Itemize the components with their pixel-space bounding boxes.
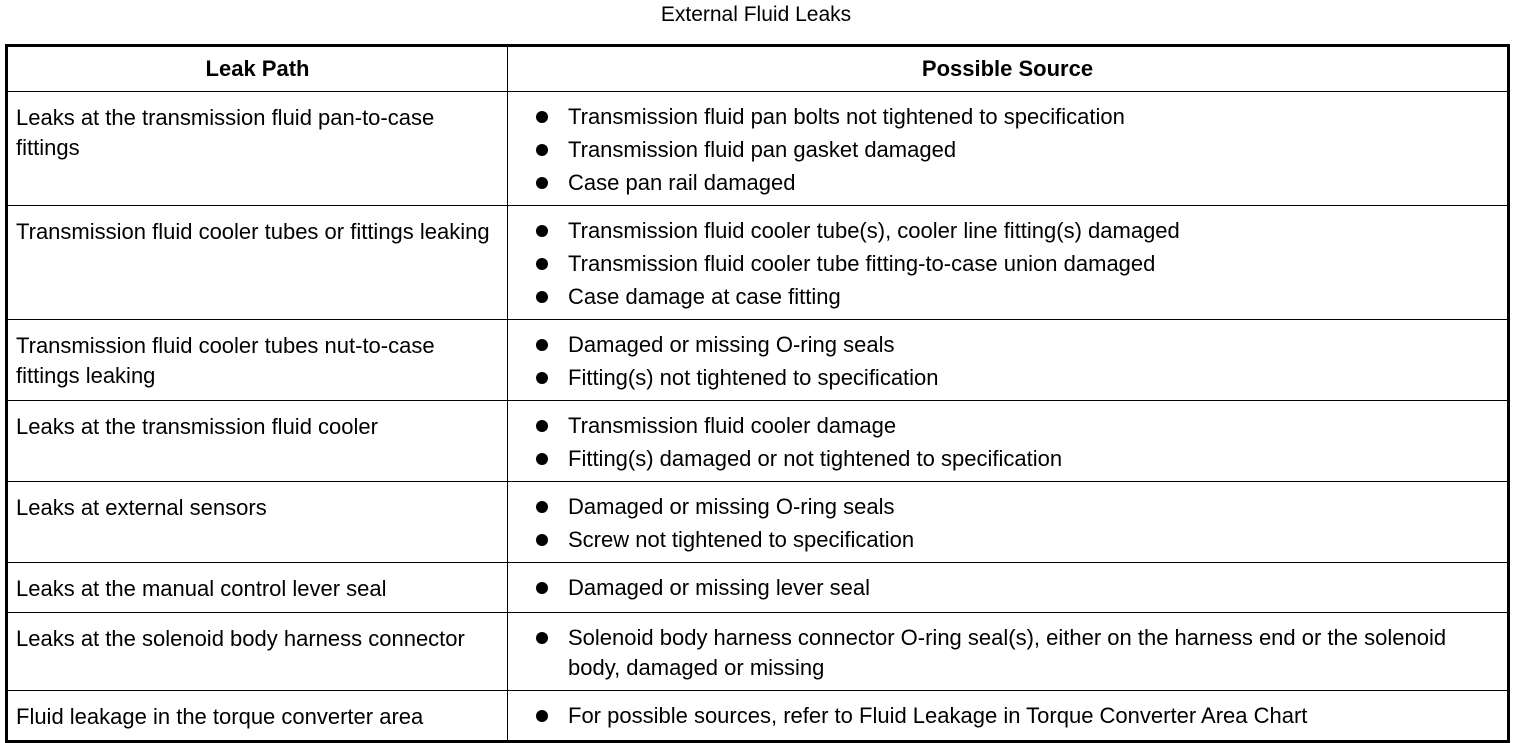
- source-text: Fitting(s) not tightened to specification: [568, 365, 939, 390]
- source-item: [536, 135, 1499, 165]
- bullet-icon: [536, 258, 548, 270]
- source-list: [536, 701, 1499, 731]
- source-text: Transmission fluid cooler tube fitting-to-case union damaged: [568, 251, 1156, 276]
- table-row: [7, 401, 1509, 482]
- source-item: [536, 623, 1499, 683]
- possible-source-cell: [508, 92, 1509, 206]
- source-text: Screw not tightened to specification: [568, 527, 915, 552]
- possible-source-cell: [508, 401, 1509, 482]
- leak-path-cell: Leaks at the manual control lever seal: [7, 563, 508, 613]
- column-header-leak-path: Leak Path: [7, 46, 508, 92]
- page-title: External Fluid Leaks: [660, 3, 852, 26]
- source-text: Transmission fluid cooler damage: [568, 413, 897, 438]
- table-row: [7, 482, 1509, 563]
- leak-path-cell: Transmission fluid cooler tubes nut-to-case fittings leaking: [7, 320, 508, 401]
- bullet-icon: [536, 501, 548, 513]
- source-text: Solenoid body harness connector O-ring seal(s), either on the harness end or the solenoid body, damaged or missing: [568, 625, 1447, 680]
- leak-path-cell: Leaks at the transmission fluid cooler: [7, 401, 508, 482]
- bullet-icon: [536, 339, 548, 351]
- possible-source-cell: [508, 482, 1509, 563]
- source-item: [536, 282, 1499, 312]
- column-header-possible-source: Possible Source: [508, 46, 1509, 92]
- source-list: [536, 573, 1499, 603]
- leak-path-cell: Leaks at the transmission fluid pan-to-case fittings: [7, 92, 508, 206]
- source-text: Transmission fluid pan bolts not tightened to specification: [568, 104, 1125, 129]
- source-list: [536, 623, 1499, 683]
- table-row: [7, 92, 1509, 206]
- table-row: [7, 320, 1509, 401]
- bullet-icon: [536, 144, 548, 156]
- possible-source-cell: [508, 206, 1509, 320]
- possible-source-cell: [508, 613, 1509, 691]
- table-row: [7, 613, 1509, 691]
- bullet-icon: [536, 632, 548, 644]
- table-row: [7, 206, 1509, 320]
- source-item: [536, 102, 1499, 132]
- source-list: [536, 411, 1499, 474]
- bullet-icon: [536, 582, 548, 594]
- header-row: [7, 46, 1509, 92]
- source-text: Damaged or missing O-ring seals: [568, 332, 895, 357]
- source-text: Damaged or missing lever seal: [568, 575, 871, 600]
- source-item: [536, 168, 1499, 198]
- possible-source-cell: [508, 691, 1509, 742]
- source-text: Fitting(s) damaged or not tightened to specification: [568, 446, 1063, 471]
- source-item: [536, 701, 1499, 731]
- leak-path-cell: Leaks at the solenoid body harness connector: [7, 613, 508, 691]
- bullet-icon: [536, 372, 548, 384]
- bullet-icon: [536, 453, 548, 465]
- bullet-icon: [536, 225, 548, 237]
- table-row: [7, 563, 1509, 613]
- source-text: Damaged or missing O-ring seals: [568, 494, 895, 519]
- source-text: For possible sources, refer to Fluid Leakage in Torque Converter Area Chart: [568, 703, 1308, 728]
- source-text: Transmission fluid cooler tube(s), cooler line fitting(s) damaged: [568, 218, 1180, 243]
- leak-path-cell: Leaks at external sensors: [7, 482, 508, 563]
- source-item: [536, 573, 1499, 603]
- source-item: [536, 492, 1499, 522]
- bullet-icon: [536, 111, 548, 123]
- source-item: [536, 363, 1499, 393]
- bullet-icon: [536, 710, 548, 722]
- source-item: [536, 330, 1499, 360]
- leak-table: [5, 44, 1510, 743]
- source-list: [536, 216, 1499, 312]
- source-item: [536, 249, 1499, 279]
- bullet-icon: [536, 534, 548, 546]
- source-item: [536, 444, 1499, 474]
- source-item: [536, 411, 1499, 441]
- source-text: Transmission fluid pan gasket damaged: [568, 137, 957, 162]
- bullet-icon: [536, 177, 548, 189]
- leak-path-cell: Transmission fluid cooler tubes or fittings leaking: [7, 206, 508, 320]
- leak-path-cell: Fluid leakage in the torque converter area: [7, 691, 508, 742]
- bullet-icon: [536, 420, 548, 432]
- source-text: Case damage at case fitting: [568, 284, 841, 309]
- possible-source-cell: [508, 320, 1509, 401]
- source-list: [536, 102, 1499, 198]
- source-list: [536, 330, 1499, 393]
- source-text: Case pan rail damaged: [568, 170, 796, 195]
- bullet-icon: [536, 291, 548, 303]
- possible-source-cell: [508, 563, 1509, 613]
- source-list: [536, 492, 1499, 555]
- source-item: [536, 525, 1499, 555]
- table-row: [7, 691, 1509, 742]
- source-item: [536, 216, 1499, 246]
